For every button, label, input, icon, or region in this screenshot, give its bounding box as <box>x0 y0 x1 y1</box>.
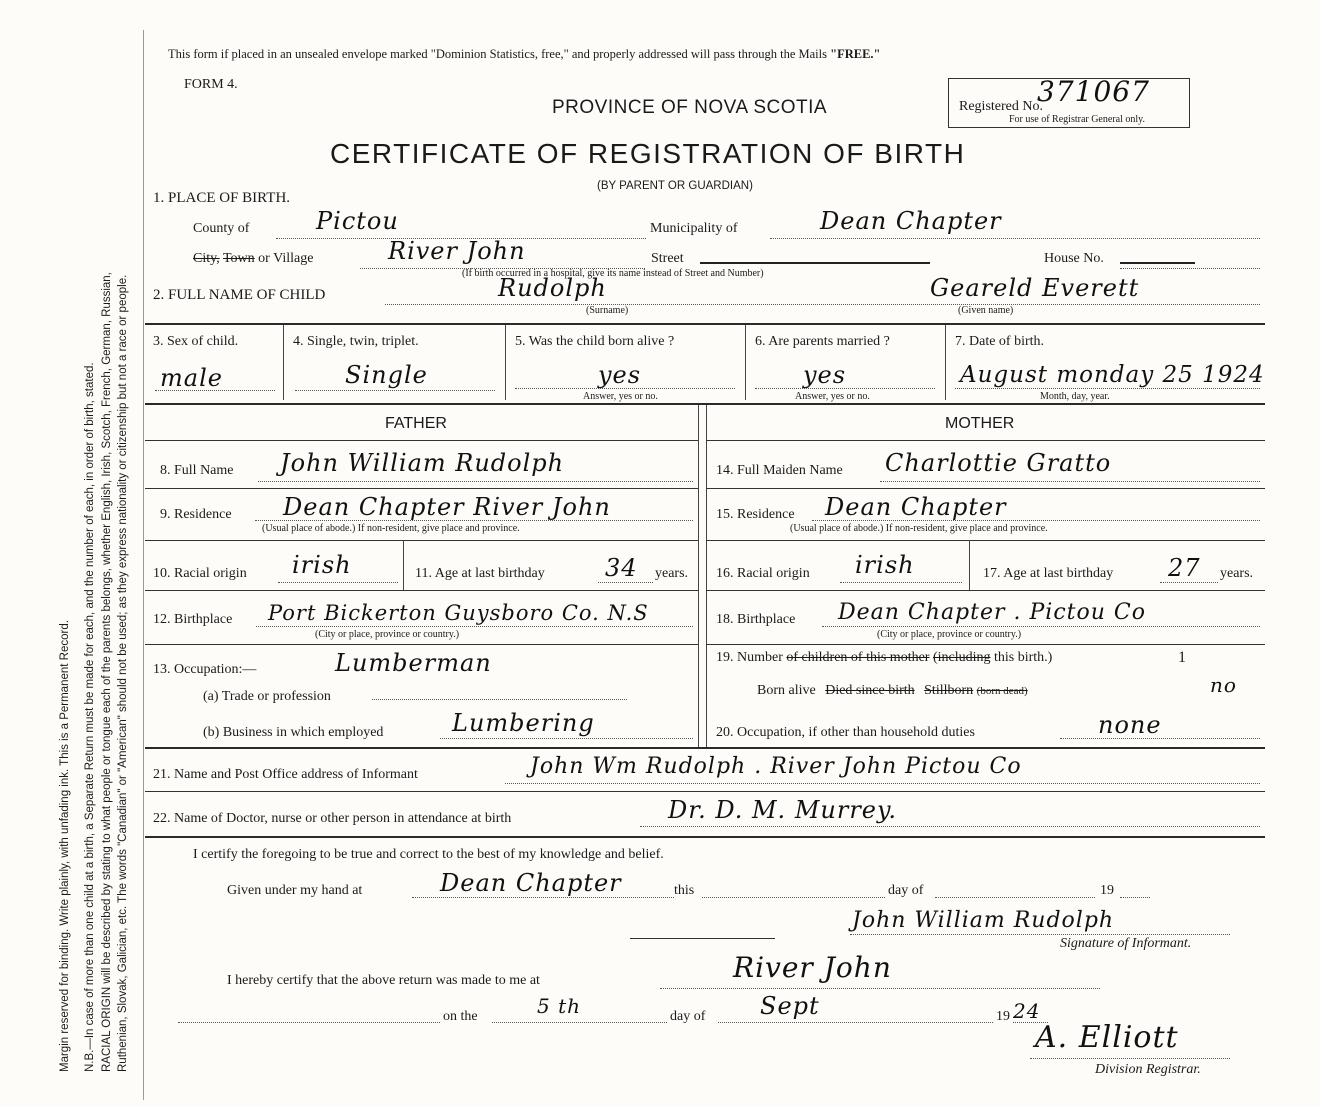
margin-line-4: Ruthenian, Slovak, Galician, etc. The words "Canadian" or "American" should not be used; as they express nationality or citizenship but not a race or people. <box>117 274 129 1072</box>
children-label-number: 19. Number <box>716 650 783 665</box>
single-value: Single <box>345 361 428 389</box>
municipality-value: Dean Chapter <box>820 207 1002 235</box>
mother-birthplace-value: Dean Chapter . Pictou Co <box>838 600 1146 625</box>
row3-bottom-border <box>145 403 1265 405</box>
mother-age-value: 27 <box>1168 554 1201 582</box>
registrar-caption: Division Registrar. <box>1095 1062 1201 1077</box>
return-label: I hereby certify that the above return was made to me at <box>227 973 540 988</box>
business-line <box>440 738 693 739</box>
father-residence-caption: (Usual place of abode.) If non-resident, give place and province. <box>262 523 520 534</box>
date-value: August monday 25 1924 <box>960 362 1265 388</box>
mother-residence-value: Dean Chapter <box>825 493 1007 521</box>
day-of-label: day of <box>888 883 924 898</box>
city-label <box>193 251 313 267</box>
month-line <box>718 1022 993 1023</box>
sex-label: 3. Sex of child. <box>153 334 239 349</box>
married-value: yes <box>803 361 847 389</box>
given-caption: (Given name) <box>958 305 1014 316</box>
trade-label: (a) Trade or profession <box>203 689 331 704</box>
father-heading: FATHER <box>385 415 447 432</box>
page-subtitle: (BY PARENT OR GUARDIAN) <box>597 180 753 192</box>
registrar-line <box>1030 1058 1230 1059</box>
mother-name-label: 14. Full Maiden Name <box>716 463 843 478</box>
certify-statement: I certify the foregoing to be true and correct to the best of my knowledge and belief. <box>193 847 664 862</box>
village-label: or Village <box>258 251 314 266</box>
children-label-including: (including <box>932 650 991 665</box>
form-number: FORM 4. <box>184 77 238 92</box>
given-line <box>412 897 674 898</box>
father-racial-label: 10. Racial origin <box>153 566 247 581</box>
separator-rule <box>630 938 775 939</box>
children-label-end: this birth.) <box>994 650 1053 665</box>
father-name-label: 8. Full Name <box>160 463 234 478</box>
stillborn-struck: Stillborn <box>924 683 974 698</box>
father-row-9-rule <box>145 540 698 541</box>
informant-line <box>505 783 1260 784</box>
mother-residence-caption: (Usual place of abode.) If non-resident, give place and province. <box>790 523 1048 534</box>
mail-notice <box>168 46 880 62</box>
registrar-signature: A. Elliott <box>1035 1020 1179 1055</box>
row3-divider-3 <box>745 325 746 400</box>
father-heading-rule <box>145 440 698 441</box>
father-birthplace-line <box>256 626 693 627</box>
mother-residence-label: 15. Residence <box>716 507 795 522</box>
mother-name-value: Charlottie Gratto <box>885 449 1112 477</box>
father-racial-value: irish <box>292 551 352 579</box>
surname-caption: (Surname) <box>586 305 629 316</box>
father-age-unit: years. <box>655 566 689 581</box>
father-residence-label: 9. Residence <box>160 507 232 522</box>
mother-occupation-label: 20. Occupation, if other than household duties <box>716 725 975 740</box>
year-label: 19 <box>1100 883 1114 898</box>
born-dead-struck: (born dead) <box>976 685 1028 697</box>
mother-age-line <box>1160 582 1218 583</box>
mother-age-unit: years. <box>1220 566 1254 581</box>
died-since-birth-struck: Died since birth <box>825 683 915 698</box>
father-residence-line <box>255 520 693 521</box>
month-value: Sept <box>760 992 820 1020</box>
town-label-struck: Town <box>222 251 255 266</box>
business-value: Lumbering <box>452 709 595 737</box>
mail-notice-free: "FREE." <box>830 47 881 61</box>
children-value: 1 <box>1178 649 1186 666</box>
registered-label: Registered No. <box>959 99 1043 114</box>
father-name-line <box>258 481 693 482</box>
mother-row-16-rule <box>706 590 1265 591</box>
sex-value: male <box>160 364 223 392</box>
return-value: River John <box>733 951 892 984</box>
day-of2-label: day of <box>670 1009 706 1024</box>
married-line <box>755 388 935 389</box>
informant-signature-caption: Signature of Informant. <box>1060 936 1192 951</box>
mother-name-line <box>880 481 1260 482</box>
sex-line <box>155 390 275 391</box>
mother-racial-line <box>840 582 962 583</box>
date-line <box>955 388 1260 389</box>
hospital-note: (If birth occurred in a hospital, give its name instead of Street and Number) <box>462 268 764 279</box>
father-occupation-label: 13. Occupation:— <box>153 662 257 677</box>
children-label-struck: of children of this mother <box>786 650 930 665</box>
informant-label: 21. Name and Post Office address of Informant <box>153 767 418 782</box>
child-given-name: Geareld Everett <box>930 274 1140 302</box>
doctor-bottom-border <box>145 836 1265 838</box>
informant-signature-line <box>850 934 1230 935</box>
single-line <box>295 390 495 391</box>
row3-divider-1 <box>283 325 284 400</box>
doctor-label: 22. Name of Doctor, nurse or other person in attendance at birth <box>153 811 512 826</box>
mother-racial-value: irish <box>855 551 915 579</box>
village-value: River John <box>388 237 526 265</box>
parents-divider-right <box>706 405 707 747</box>
informant-value: John Wm Rudolph . River John Pictou Co <box>530 754 1022 779</box>
county-label: County of <box>193 221 250 236</box>
day-of-line <box>935 897 1095 898</box>
house-line <box>1120 268 1260 269</box>
on-the-lead-line <box>178 1022 440 1023</box>
mother-residence-line <box>812 520 1260 521</box>
married-caption: Answer, yes or no. <box>795 391 870 402</box>
city-label-struck: City, <box>193 251 220 266</box>
child-name-label: 2. FULL NAME OF CHILD <box>153 287 326 303</box>
return-line <box>660 988 1100 989</box>
margin-notes <box>0 0 150 1080</box>
father-occupation-value: Lumberman <box>335 649 492 677</box>
binding-margin-line <box>143 30 144 1100</box>
trade-line <box>372 699 627 700</box>
mother-heading: MOTHER <box>945 415 1015 432</box>
alive-caption: Answer, yes or no. <box>583 391 658 402</box>
registered-number: 371067 <box>1037 75 1150 108</box>
municipality-line <box>770 238 1260 239</box>
given-value: Dean Chapter <box>440 869 622 897</box>
margin-line-3: RACIAL ORIGIN will be described by stating to what people or tongue each of the parents belongs, whether English, Irish, Scotch, French, German, Russian, <box>101 272 113 1072</box>
single-label: 4. Single, twin, triplet. <box>293 334 419 349</box>
father-age-label: 11. Age at last birthday <box>415 566 545 581</box>
father-racial-line <box>278 582 398 583</box>
mother-occupation-value: none <box>1098 711 1162 739</box>
mother-row-14-rule <box>706 488 1265 489</box>
year-value: 24 <box>1013 999 1041 1023</box>
on-the-label: on the <box>443 1009 478 1024</box>
child-name-line <box>385 304 1260 305</box>
province-title: PROVINCE OF NOVA SCOTIA <box>552 97 828 118</box>
day-value: 5 th <box>537 994 581 1018</box>
street-dash <box>700 262 930 264</box>
margin-line-1: Margin reserved for binding. Write plainly, with unfading ink. This is a Permanent Record. <box>59 620 71 1072</box>
municipality-label: Municipality of <box>650 221 738 236</box>
mother-racial-divider <box>969 540 970 590</box>
date-caption: Month, day, year. <box>1040 391 1110 402</box>
mother-racial-label: 16. Racial origin <box>716 566 810 581</box>
row3-divider-2 <box>505 325 506 400</box>
mother-occupation-line <box>1060 738 1260 739</box>
informant-top-border <box>145 747 1265 749</box>
father-row-12-rule <box>145 644 698 645</box>
mother-birthplace-caption: (City or place, province or country.) <box>877 629 1022 640</box>
child-surname: Rudolph <box>498 274 607 302</box>
father-birthplace-value: Port Bickerton Guysboro Co. N.S <box>268 601 649 625</box>
row3-top-border <box>145 323 1265 325</box>
place-of-birth-label: 1. PLACE OF BIRTH. <box>153 190 291 206</box>
born-alive-text: Born alive <box>757 683 816 698</box>
father-age-line <box>598 582 653 583</box>
born-alive-value: no <box>1210 673 1237 697</box>
mother-birthplace-line <box>822 626 1260 627</box>
business-label: (b) Business in which employed <box>203 725 384 740</box>
born-alive-label <box>757 683 1028 699</box>
alive-label: 5. Was the child born alive ? <box>515 334 675 349</box>
page-title: CERTIFICATE OF REGISTRATION OF BIRTH <box>330 138 966 169</box>
father-row-8-rule <box>145 488 698 489</box>
mother-birthplace-label: 18. Birthplace <box>716 612 796 627</box>
alive-line <box>515 388 735 389</box>
year-printed: 19 <box>996 1009 1010 1024</box>
county-value: Pictou <box>316 207 399 235</box>
parents-divider-left <box>698 405 699 747</box>
street-label: Street <box>651 251 684 266</box>
house-dash <box>1120 262 1195 264</box>
mother-row-18-rule <box>706 644 1265 645</box>
children-label <box>716 650 1052 666</box>
margin-line-2: N.B.—In case of more than one child at a birth, a Separate Return must be made for each, and the number of each, in order of birth, stated. <box>84 362 96 1072</box>
father-age-value: 34 <box>605 554 638 582</box>
year-line <box>1120 897 1150 898</box>
mother-heading-rule <box>706 440 1265 441</box>
mail-notice-text: This form if placed in an unsealed envelope marked "Dominion Statistics, free," and properly addressed will pass through the Mails <box>168 47 831 61</box>
this-label: this <box>674 883 695 898</box>
house-label: House No. <box>1044 251 1104 266</box>
registered-box <box>948 75 1190 128</box>
mother-row-15-rule <box>706 540 1265 541</box>
row3-divider-4 <box>945 325 946 400</box>
doctor-value: Dr. D. M. Murrey. <box>668 796 897 824</box>
date-label: 7. Date of birth. <box>955 334 1045 349</box>
married-label: 6. Are parents married ? <box>755 334 890 349</box>
father-birthplace-caption: (City or place, province or country.) <box>315 629 460 640</box>
informant-signature: John William Rudolph <box>852 908 1115 933</box>
given-label: Given under my hand at <box>227 883 363 898</box>
father-racial-divider <box>403 540 404 590</box>
alive-value: yes <box>598 361 642 389</box>
father-name-value: John William Rudolph <box>280 449 565 477</box>
mother-age-label: 17. Age at last birthday <box>983 566 1114 581</box>
father-row-10-rule <box>145 590 698 591</box>
father-birthplace-label: 12. Birthplace <box>153 612 233 627</box>
doctor-line <box>640 826 1260 827</box>
father-residence-value: Dean Chapter River John <box>283 493 611 521</box>
this-line <box>702 897 885 898</box>
day-line <box>492 1022 667 1023</box>
registrar-note: For use of Registrar General only. <box>1009 114 1145 125</box>
doctor-top-border <box>145 791 1265 792</box>
